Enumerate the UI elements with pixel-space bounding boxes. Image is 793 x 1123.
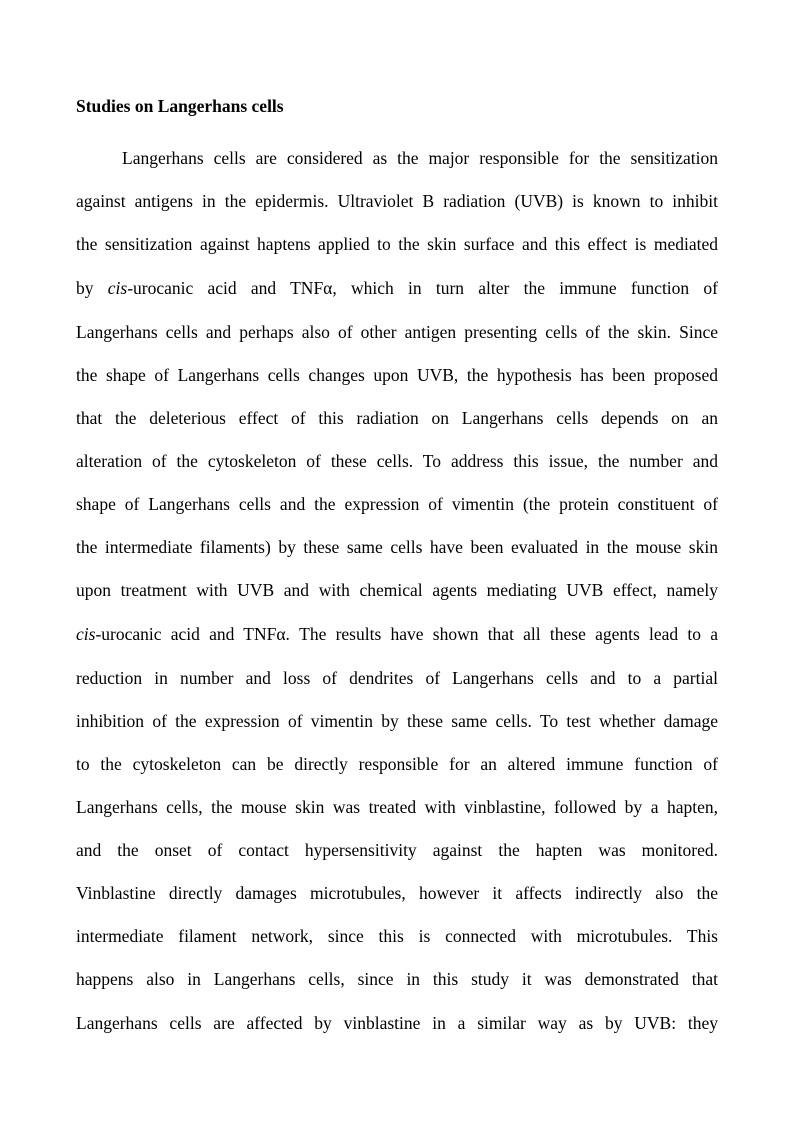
- section-heading: Studies on Langerhans cells: [76, 96, 284, 116]
- paragraph-line-21: Langerhans cells are affected by vinblastine in a similar way as by UVB: they: [76, 1013, 718, 1033]
- paragraph-line-5: Langerhans cells and perhaps also of other antigen presenting cells of the skin. Since: [76, 322, 718, 342]
- paragraph-line-8: alteration of the cytoskeleton of these cells. To address this issue, the number and: [76, 451, 718, 471]
- paragraph-line-6: the shape of Langerhans cells changes upon UVB, the hypothesis has been proposed: [76, 365, 718, 385]
- paragraph-line-10: the intermediate filaments) by these same cells have been evaluated in the mouse skin: [76, 537, 718, 557]
- paragraph-line-7: that the deleterious effect of this radiation on Langerhans cells depends on an: [76, 408, 718, 428]
- paragraph-line-12: cis-urocanic acid and TNFα. The results have shown that all these agents lead to a: [76, 624, 718, 644]
- paragraph-line-11: upon treatment with UVB and with chemical agents mediating UVB effect, namely: [76, 580, 718, 600]
- paragraph-line-14: inhibition of the expression of vimentin by these same cells. To test whether damage: [76, 711, 718, 731]
- paragraph-line-17: and the onset of contact hypersensitivity against the hapten was monitored.: [76, 840, 718, 860]
- paragraph-line-1: Langerhans cells are considered as the major responsible for the sensitization: [122, 148, 718, 168]
- paragraph-line-3: the sensitization against haptens applied to the skin surface and this effect is mediated: [76, 234, 718, 254]
- paragraph-line-4: by cis-urocanic acid and TNFα, which in turn alter the immune function of: [76, 278, 718, 298]
- paragraph-line-19: intermediate filament network, since this is connected with microtubules. This: [76, 926, 718, 946]
- paragraph-line-16: Langerhans cells, the mouse skin was treated with vinblastine, followed by a hapten,: [76, 797, 718, 817]
- paragraph-line-13: reduction in number and loss of dendrites of Langerhans cells and to a partial: [76, 668, 718, 688]
- paragraph-line-18: Vinblastine directly damages microtubules, however it affects indirectly also the: [76, 883, 718, 903]
- paragraph-line-2: against antigens in the epidermis. Ultraviolet B radiation (UVB) is known to inhibit: [76, 191, 718, 211]
- paragraph-line-15: to the cytoskeleton can be directly responsible for an altered immune function of: [76, 754, 718, 774]
- paragraph-line-9: shape of Langerhans cells and the expression of vimentin (the protein constituent of: [76, 494, 718, 514]
- paragraph-line-20: happens also in Langerhans cells, since in this study it was demonstrated that: [76, 969, 718, 989]
